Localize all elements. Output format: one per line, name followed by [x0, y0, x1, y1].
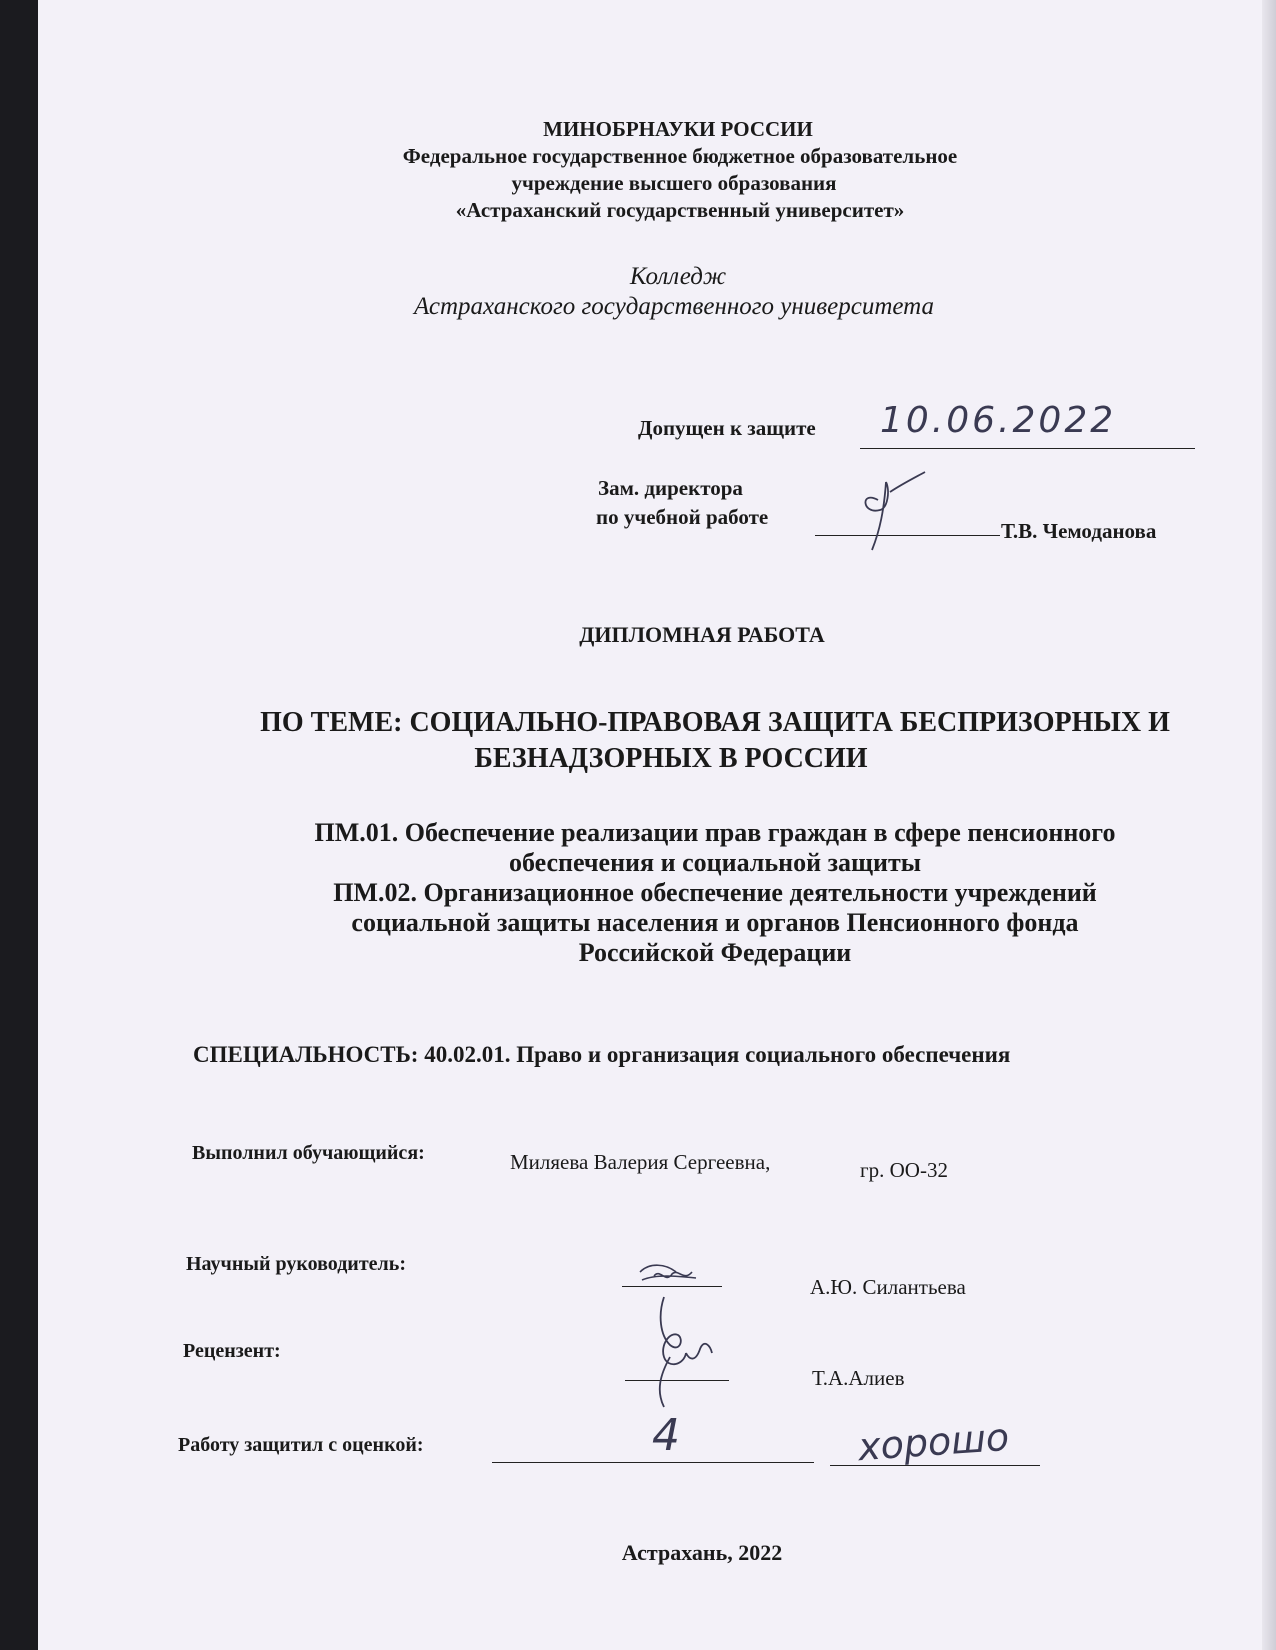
header-block: [0, 116, 1276, 224]
deputy-name: Т.В. Чемоданова: [1001, 519, 1157, 543]
specialty: СПЕЦИАЛЬНОСТЬ: 40.02.01. Право и организация социального обеспечения: [193, 1042, 1011, 1067]
work-type-title: ДИПЛОМНАЯ РАБОТА: [579, 622, 825, 647]
defense-grade-number: 4: [652, 1410, 680, 1461]
institution-line-2: учреждение высшего образования: [511, 171, 837, 195]
module-line-2: обеспечения и социальной защиты: [508, 848, 922, 877]
module-line-1: ПМ.01. Обеспечение реализации прав граждан в сфере пенсионного: [314, 818, 1116, 847]
supervisor-signature-line: [622, 1286, 722, 1287]
modules-block: [160, 818, 1270, 968]
defense-grade-line: [492, 1462, 814, 1463]
module-line-5: Российской Федерации: [578, 938, 852, 967]
college-block: [0, 262, 1276, 322]
admitted-label: Допущен к защите: [638, 416, 816, 440]
institution-line-3: «Астраханский государственный университет»: [455, 198, 905, 222]
student-name: Миляева Валерия Сергеевна,: [510, 1150, 771, 1174]
reviewer-label: Рецензент:: [183, 1340, 281, 1362]
module-line-3: ПМ.02. Организационное обеспечение деятельности учреждений: [333, 878, 1097, 907]
supervisor-signature-image: [636, 1262, 716, 1286]
defense-grade-word: хорошо: [856, 1414, 1011, 1470]
ministry-name: МИНОБРНАУКИ РОССИИ: [543, 117, 813, 141]
topic-line-1: ПО ТЕМЕ: СОЦИАЛЬНО-ПРАВОВАЯ ЗАЩИТА БЕСПРИЗОРНЫХ И: [260, 707, 1170, 738]
deputy-title-line-1: Зам. директора: [598, 476, 743, 500]
college-line-2: Астраханского государственного университета: [413, 293, 935, 320]
module-line-4: социальной защиты населения и органов Пенсионного фонда: [351, 908, 1079, 937]
institution-line-1: Федеральное государственное бюджетное образовательное: [402, 144, 958, 168]
student-group: гр. ОО-32: [860, 1158, 948, 1182]
deputy-title-line-2: по учебной работе: [596, 505, 769, 529]
college-line-1: Колледж: [629, 263, 727, 290]
footer-city-year: Астрахань, 2022: [621, 1540, 783, 1565]
topic-block: [160, 705, 1270, 777]
admitted-line: [860, 448, 1195, 449]
topic-line-2: БЕЗНАДЗОРНЫХ В РОССИИ: [474, 743, 868, 774]
defense-label: Работу защитил с оценкой:: [178, 1434, 424, 1456]
reviewer-name: Т.А.Алиев: [812, 1366, 905, 1390]
student-label: Выполнил обучающийся:: [192, 1142, 425, 1164]
supervisor-name: А.Ю. Силантьева: [810, 1275, 966, 1299]
supervisor-label: Научный руководитель:: [186, 1253, 406, 1275]
admitted-date: 10.06.2022: [880, 400, 1117, 441]
reviewer-signature-image: [640, 1295, 740, 1410]
deputy-signature-image: [850, 470, 940, 550]
